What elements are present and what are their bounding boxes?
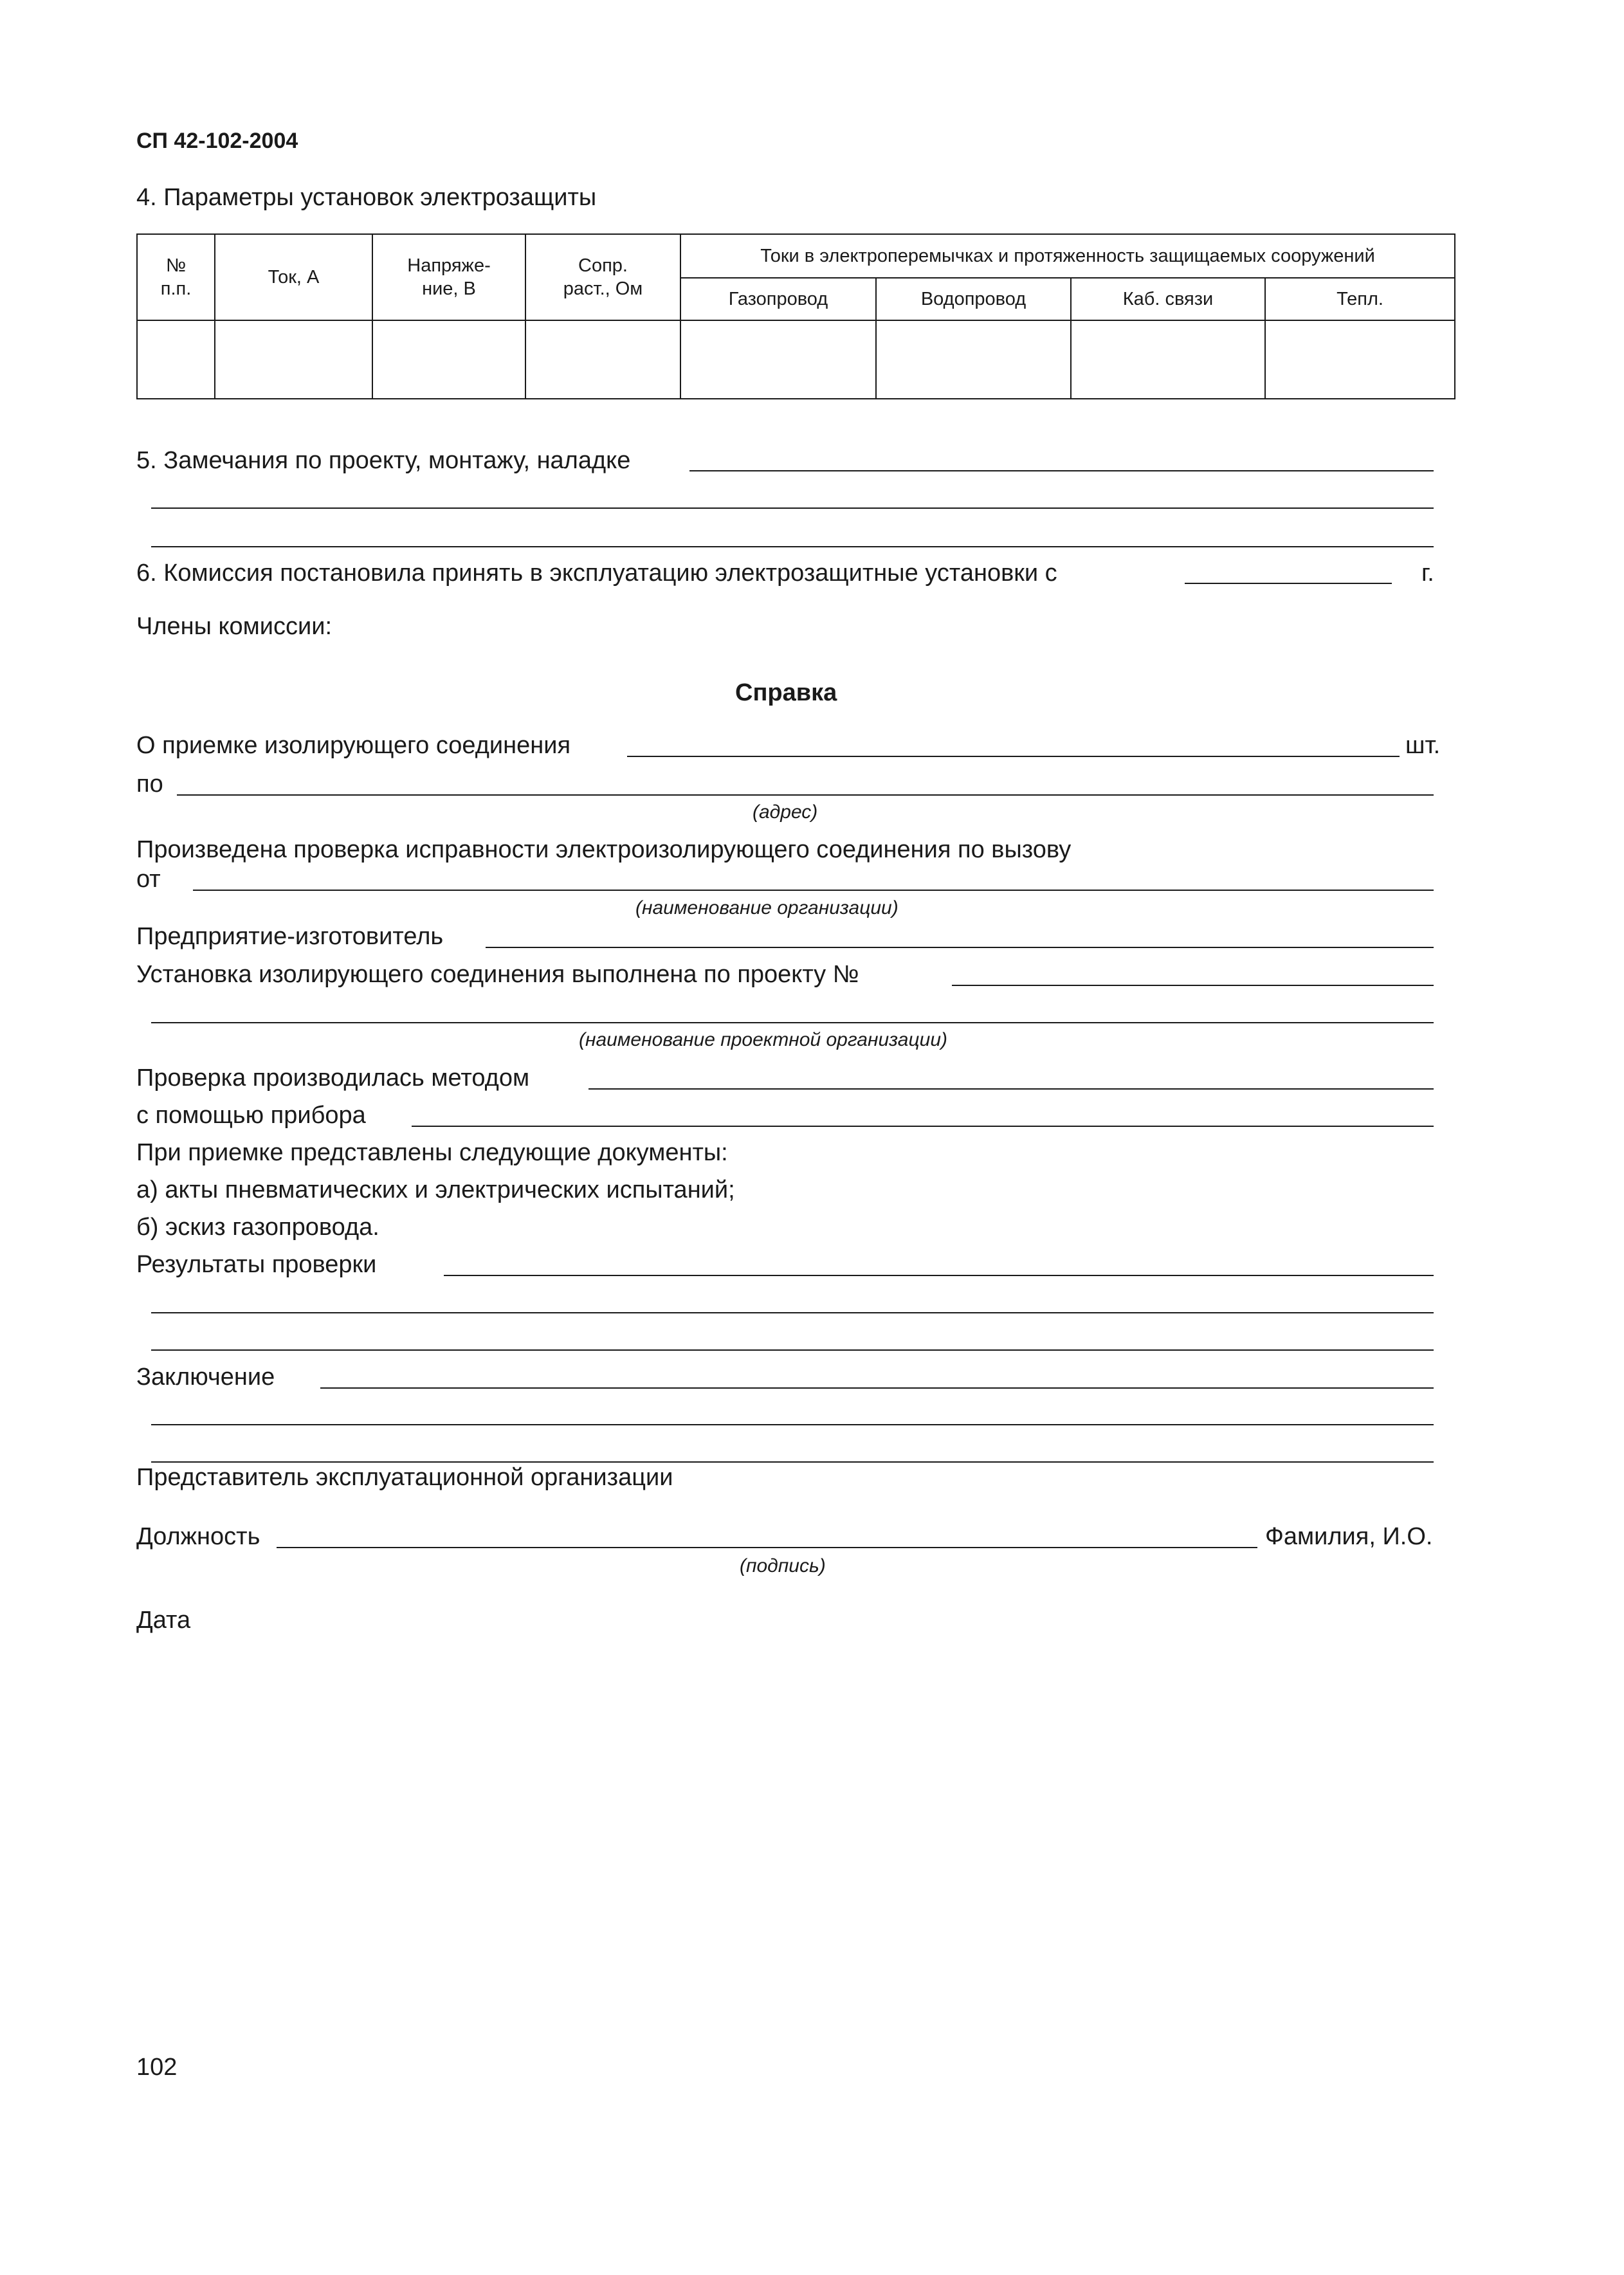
column-header-voltage: Напряже- ние, В: [372, 234, 525, 320]
document-a: а) акты пневматических и электрических испытаний;: [136, 1176, 735, 1203]
column-group-header: Токи в электроперемычках и протяженность защищаемых сооружений: [680, 234, 1455, 278]
conclusion-field-line-1[interactable]: [320, 1387, 1434, 1389]
results-field-line-1[interactable]: [444, 1275, 1434, 1276]
remarks-field-line-3[interactable]: [151, 546, 1434, 547]
device-label: с помощью прибора: [136, 1102, 366, 1129]
column-header-gas-pipeline: Газопровод: [680, 278, 876, 320]
conclusion-field-line-2[interactable]: [151, 1424, 1434, 1425]
from-label: от: [136, 866, 161, 893]
conclusion-field-line-3[interactable]: [151, 1461, 1434, 1463]
results-label: Результаты проверки: [136, 1251, 377, 1278]
method-label: Проверка производилась методом: [136, 1064, 530, 1092]
parameters-table: [136, 233, 1455, 399]
acceptance-count-field[interactable]: [627, 756, 1400, 757]
commission-members-label: Члены комиссии:: [136, 613, 333, 640]
page-number: 102: [136, 2054, 178, 2081]
section6-suffix: г.: [1421, 560, 1434, 587]
table-cell[interactable]: [137, 320, 215, 399]
remarks-field-line-1[interactable]: [689, 470, 1434, 471]
signature-caption: (подпись): [740, 1555, 826, 1576]
signature-field[interactable]: [277, 1547, 1257, 1548]
table-row: [137, 320, 1455, 399]
table-cell[interactable]: [215, 320, 372, 399]
table-cell[interactable]: [525, 320, 680, 399]
column-header-number: № п.п.: [137, 234, 215, 320]
design-organization-field[interactable]: [151, 1022, 1434, 1023]
organization-field[interactable]: [193, 890, 1434, 891]
table-cell[interactable]: [680, 320, 876, 399]
column-header-heating: Тепл.: [1265, 278, 1455, 320]
address-caption: (адрес): [753, 801, 818, 823]
position-label: Должность: [136, 1523, 260, 1550]
acceptance-label: О приемке изолирующего соединения: [136, 732, 571, 759]
column-header-current: Ток, А: [215, 234, 372, 320]
section6-label: 6. Комиссия постановила принять в эксплуатацию электрозащитные установки с: [136, 560, 1057, 587]
project-label: Установка изолирующего соединения выполнена по проекту №: [136, 961, 859, 988]
spravka-title: Справка: [735, 679, 837, 706]
manufacturer-field[interactable]: [486, 947, 1434, 948]
table-cell[interactable]: [1265, 320, 1455, 399]
acceptance-suffix: шт.: [1405, 732, 1441, 759]
name-label: Фамилия, И.О.: [1265, 1523, 1433, 1550]
results-field-line-3[interactable]: [151, 1349, 1434, 1351]
representative-label: Представитель эксплуатационной организации: [136, 1464, 673, 1491]
document-b: б) эскиз газопровода.: [136, 1214, 379, 1241]
po-label: по: [136, 771, 163, 798]
document-code: СП 42-102-2004: [136, 129, 298, 153]
table-cell[interactable]: [876, 320, 1071, 399]
table-cell[interactable]: [372, 320, 525, 399]
column-header-water-pipeline: Водопровод: [876, 278, 1071, 320]
manufacturer-label: Предприятие-изготовитель: [136, 923, 444, 950]
design-organization-caption: (наименование проектной организации): [579, 1029, 947, 1050]
date-label: Дата: [136, 1607, 191, 1634]
section5-label: 5. Замечания по проекту, монтажу, наладке: [136, 447, 631, 474]
column-header-resistance: Сопр. раст., Ом: [525, 234, 680, 320]
device-field[interactable]: [412, 1126, 1434, 1127]
check-text: Произведена проверка исправности электроизолирующего соединения по вызову: [136, 836, 1072, 863]
table-cell[interactable]: [1071, 320, 1265, 399]
results-field-line-2[interactable]: [151, 1312, 1434, 1313]
organization-caption: (наименование организации): [635, 897, 899, 918]
section4-title: 4. Параметры установок электрозащиты: [136, 184, 597, 211]
project-number-field[interactable]: [952, 985, 1434, 986]
remarks-field-line-2[interactable]: [151, 507, 1434, 509]
method-field[interactable]: [588, 1088, 1434, 1090]
conclusion-label: Заключение: [136, 1364, 275, 1391]
column-header-comm-cable: Каб. связи: [1071, 278, 1265, 320]
documents-label: При приемке представлены следующие документы:: [136, 1139, 728, 1166]
address-field[interactable]: [177, 794, 1434, 796]
commission-date-field[interactable]: [1185, 583, 1392, 584]
